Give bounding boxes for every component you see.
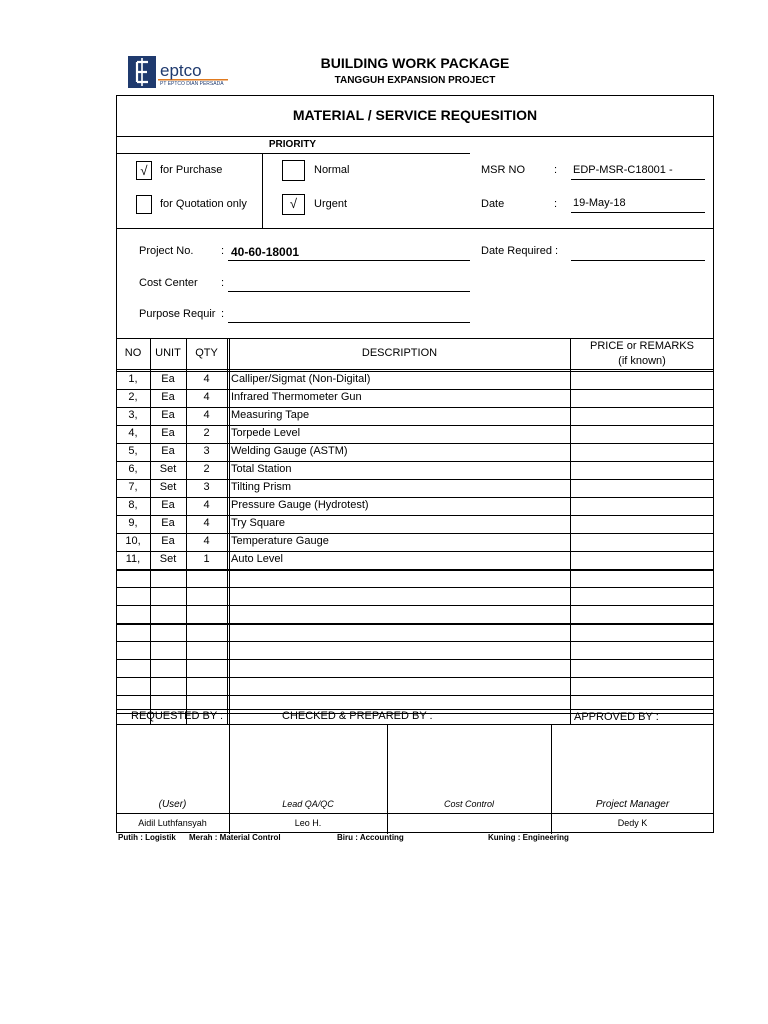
- table-cell-unit: Ea: [161, 535, 175, 547]
- table-cell-no: [116, 659, 150, 677]
- table-cell-description: Measuring Tape: [231, 409, 310, 421]
- msr-no-label: MSR NO: [481, 164, 525, 176]
- table-cell-remarks: [572, 479, 712, 497]
- table-cell-qty: 1: [203, 553, 210, 565]
- for-purchase-label: for Purchase: [160, 164, 223, 176]
- table-cell-unit: [150, 659, 186, 677]
- table-cell-description: [231, 587, 568, 605]
- table-cell-unit: [150, 587, 186, 605]
- header-no: NO: [124, 347, 142, 359]
- footer-biru: Biru : Accounting: [337, 833, 404, 842]
- table-cell-description: Tilting Prism: [231, 481, 292, 493]
- table-cell-description: Total Station: [231, 463, 292, 475]
- header-description: DESCRIPTION: [361, 347, 438, 359]
- table-cell-qty: [186, 587, 227, 605]
- table-cell-unit: Ea: [161, 499, 175, 511]
- table-cell-unit: Ea: [161, 517, 175, 529]
- date-required-label: Date Required :: [481, 245, 559, 257]
- table-cell-no: 3,: [128, 409, 138, 421]
- project-no-label: Project No.: [139, 245, 194, 257]
- table-cell-remarks: [572, 587, 712, 605]
- table-cell-unit: [150, 569, 186, 587]
- table-cell-description: Try Square: [231, 517, 286, 529]
- table-cell-no: 10,: [125, 535, 141, 547]
- table-cell-qty: 4: [203, 409, 210, 421]
- table-cell-qty: 3: [203, 481, 210, 493]
- table-cell-unit: Ea: [161, 373, 175, 385]
- table-cell-remarks: [572, 677, 712, 695]
- role-cost-control: Cost Control: [443, 799, 495, 809]
- table-cell-unit: Set: [159, 481, 177, 493]
- cost-center-label: Cost Center: [139, 277, 198, 289]
- table-cell-remarks: [572, 443, 712, 461]
- cost-center-colon: :: [221, 277, 225, 289]
- table-cell-description: [231, 605, 568, 623]
- table-cell-remarks: [572, 569, 712, 587]
- table-cell-description: Pressure Gauge (Hydrotest): [231, 499, 369, 511]
- table-cell-unit: Ea: [161, 445, 175, 457]
- role-user: (User): [158, 799, 187, 810]
- table-cell-qty: 4: [203, 535, 210, 547]
- table-cell-description: Auto Level: [231, 553, 283, 565]
- check-mark-icon: √: [140, 163, 148, 178]
- table-cell-description: [231, 623, 568, 641]
- table-cell-remarks: [572, 551, 712, 569]
- table-cell-description: Torpede Level: [231, 427, 301, 439]
- table-cell-qty: [186, 605, 227, 623]
- purpose-colon: :: [221, 308, 225, 320]
- table-cell-description: Temperature Gauge: [231, 535, 329, 547]
- table-cell-unit: [150, 677, 186, 695]
- table-cell-no: 6,: [128, 463, 138, 475]
- table-cell-qty: 2: [203, 427, 210, 439]
- footer-kuning: Kuning : Engineering: [488, 833, 569, 842]
- header-unit: UNIT: [155, 347, 181, 359]
- table-cell-no: 7,: [128, 481, 138, 493]
- table-cell-no: [116, 569, 150, 587]
- table-cell-qty: [186, 569, 227, 587]
- table-cell-no: 11,: [125, 553, 141, 565]
- purpose-label: Purpose Requir: [139, 308, 216, 320]
- table-cell-no: 8,: [128, 499, 138, 511]
- table-cell-description: Welding Gauge (ASTM): [231, 445, 348, 457]
- requested-by-label: REQUESTED BY :: [131, 710, 224, 722]
- table-cell-no: [116, 623, 150, 641]
- for-purchase-checkbox[interactable]: [136, 161, 152, 180]
- normal-label: Normal: [314, 164, 350, 176]
- table-cell-remarks: [572, 641, 712, 659]
- table-cell-qty: 3: [203, 445, 210, 457]
- date-colon: :: [554, 198, 558, 210]
- table-cell-no: 5,: [128, 445, 138, 457]
- priority-label: PRIORITY: [268, 139, 317, 150]
- table-cell-qty: 4: [203, 373, 210, 385]
- table-cell-unit: Ea: [161, 427, 175, 439]
- table-cell-qty: 4: [203, 499, 210, 511]
- logo-text: eptco: [160, 61, 202, 80]
- footer-merah: Merah : Material Control: [189, 833, 281, 842]
- table-cell-description: [231, 677, 568, 695]
- table-cell-no: [116, 605, 150, 623]
- date-value: 19-May-18: [573, 197, 626, 209]
- table-cell-qty: 4: [203, 517, 210, 529]
- table-cell-no: 4,: [128, 427, 138, 439]
- project-no-value: 40-60-18001: [231, 245, 300, 259]
- approved-by-label: APPROVED BY :: [574, 711, 659, 723]
- for-quotation-checkbox[interactable]: [136, 195, 152, 214]
- table-cell-no: 1,: [128, 373, 138, 385]
- table-cell-unit: [150, 605, 186, 623]
- table-cell-remarks: [572, 407, 712, 425]
- check-mark-icon: √: [289, 196, 298, 211]
- table-cell-qty: [186, 623, 227, 641]
- msr-no-value: EDP-MSR-C18001 -: [573, 164, 673, 176]
- table-cell-no: 9,: [128, 517, 138, 529]
- table-cell-remarks: [572, 389, 712, 407]
- table-cell-remarks: [572, 515, 712, 533]
- table-cell-description: [231, 641, 568, 659]
- table-cell-unit: Set: [159, 463, 177, 475]
- table-cell-description: Infrared Thermometer Gun: [231, 391, 362, 403]
- table-cell-remarks: [572, 605, 712, 623]
- table-cell-qty: [186, 641, 227, 659]
- checked-prepared-label: CHECKED & PREPARED BY :: [282, 710, 433, 722]
- msr-no-colon: :: [554, 164, 558, 176]
- urgent-checkbox[interactable]: [282, 194, 305, 215]
- role-lead-qaqc: Lead QA/QC: [282, 799, 334, 809]
- date-label: Date: [481, 198, 505, 210]
- for-quotation-label: for Quotation only: [160, 198, 247, 210]
- table-cell-no: [116, 641, 150, 659]
- table-cell-qty: [186, 659, 227, 677]
- table-cell-unit: [150, 641, 186, 659]
- page-subtitle: TANGGUH EXPANSION PROJECT: [334, 75, 496, 86]
- name-project-manager: Dedy K: [617, 818, 648, 828]
- name-lead-qaqc: Leo H.: [294, 818, 322, 828]
- header-qty: QTY: [195, 347, 218, 359]
- header-price-sub: (if known): [618, 355, 666, 367]
- table-cell-remarks: [572, 533, 712, 551]
- table-cell-no: 2,: [128, 391, 138, 403]
- table-cell-qty: 4: [203, 391, 210, 403]
- header-price: PRICE or REMARKS: [590, 340, 694, 352]
- table-cell-remarks: [572, 461, 712, 479]
- table-cell-unit: [150, 623, 186, 641]
- footer-putih: Putih : Logistik: [118, 833, 176, 842]
- table-cell-unit: Set: [159, 553, 177, 565]
- table-cell-description: [231, 659, 568, 677]
- role-project-manager: Project Manager: [595, 799, 670, 810]
- table-cell-remarks: [572, 623, 712, 641]
- table-cell-remarks: [572, 371, 712, 389]
- urgent-label: Urgent: [314, 198, 348, 210]
- name-requester: Aidil Luthfansyah: [138, 818, 207, 828]
- logo-subtext: PT EPTCO DIAN PERSADA: [160, 81, 224, 87]
- project-no-colon: :: [221, 245, 225, 257]
- form-title: MATERIAL / SERVICE REQUESITION: [292, 107, 538, 123]
- table-cell-no: [116, 587, 150, 605]
- table-cell-unit: Ea: [161, 409, 175, 421]
- table-cell-qty: [186, 677, 227, 695]
- table-cell-description: Calliper/Sigmat (Non-Digital): [231, 373, 371, 385]
- table-cell-remarks: [572, 425, 712, 443]
- page-title: BUILDING WORK PACKAGE: [320, 55, 510, 71]
- table-cell-remarks: [572, 659, 712, 677]
- table-cell-remarks: [572, 497, 712, 515]
- table-cell-no: [116, 677, 150, 695]
- normal-checkbox[interactable]: [282, 160, 305, 181]
- table-cell-qty: 2: [203, 463, 210, 475]
- table-cell-description: [231, 569, 568, 587]
- table-cell-unit: Ea: [161, 391, 175, 403]
